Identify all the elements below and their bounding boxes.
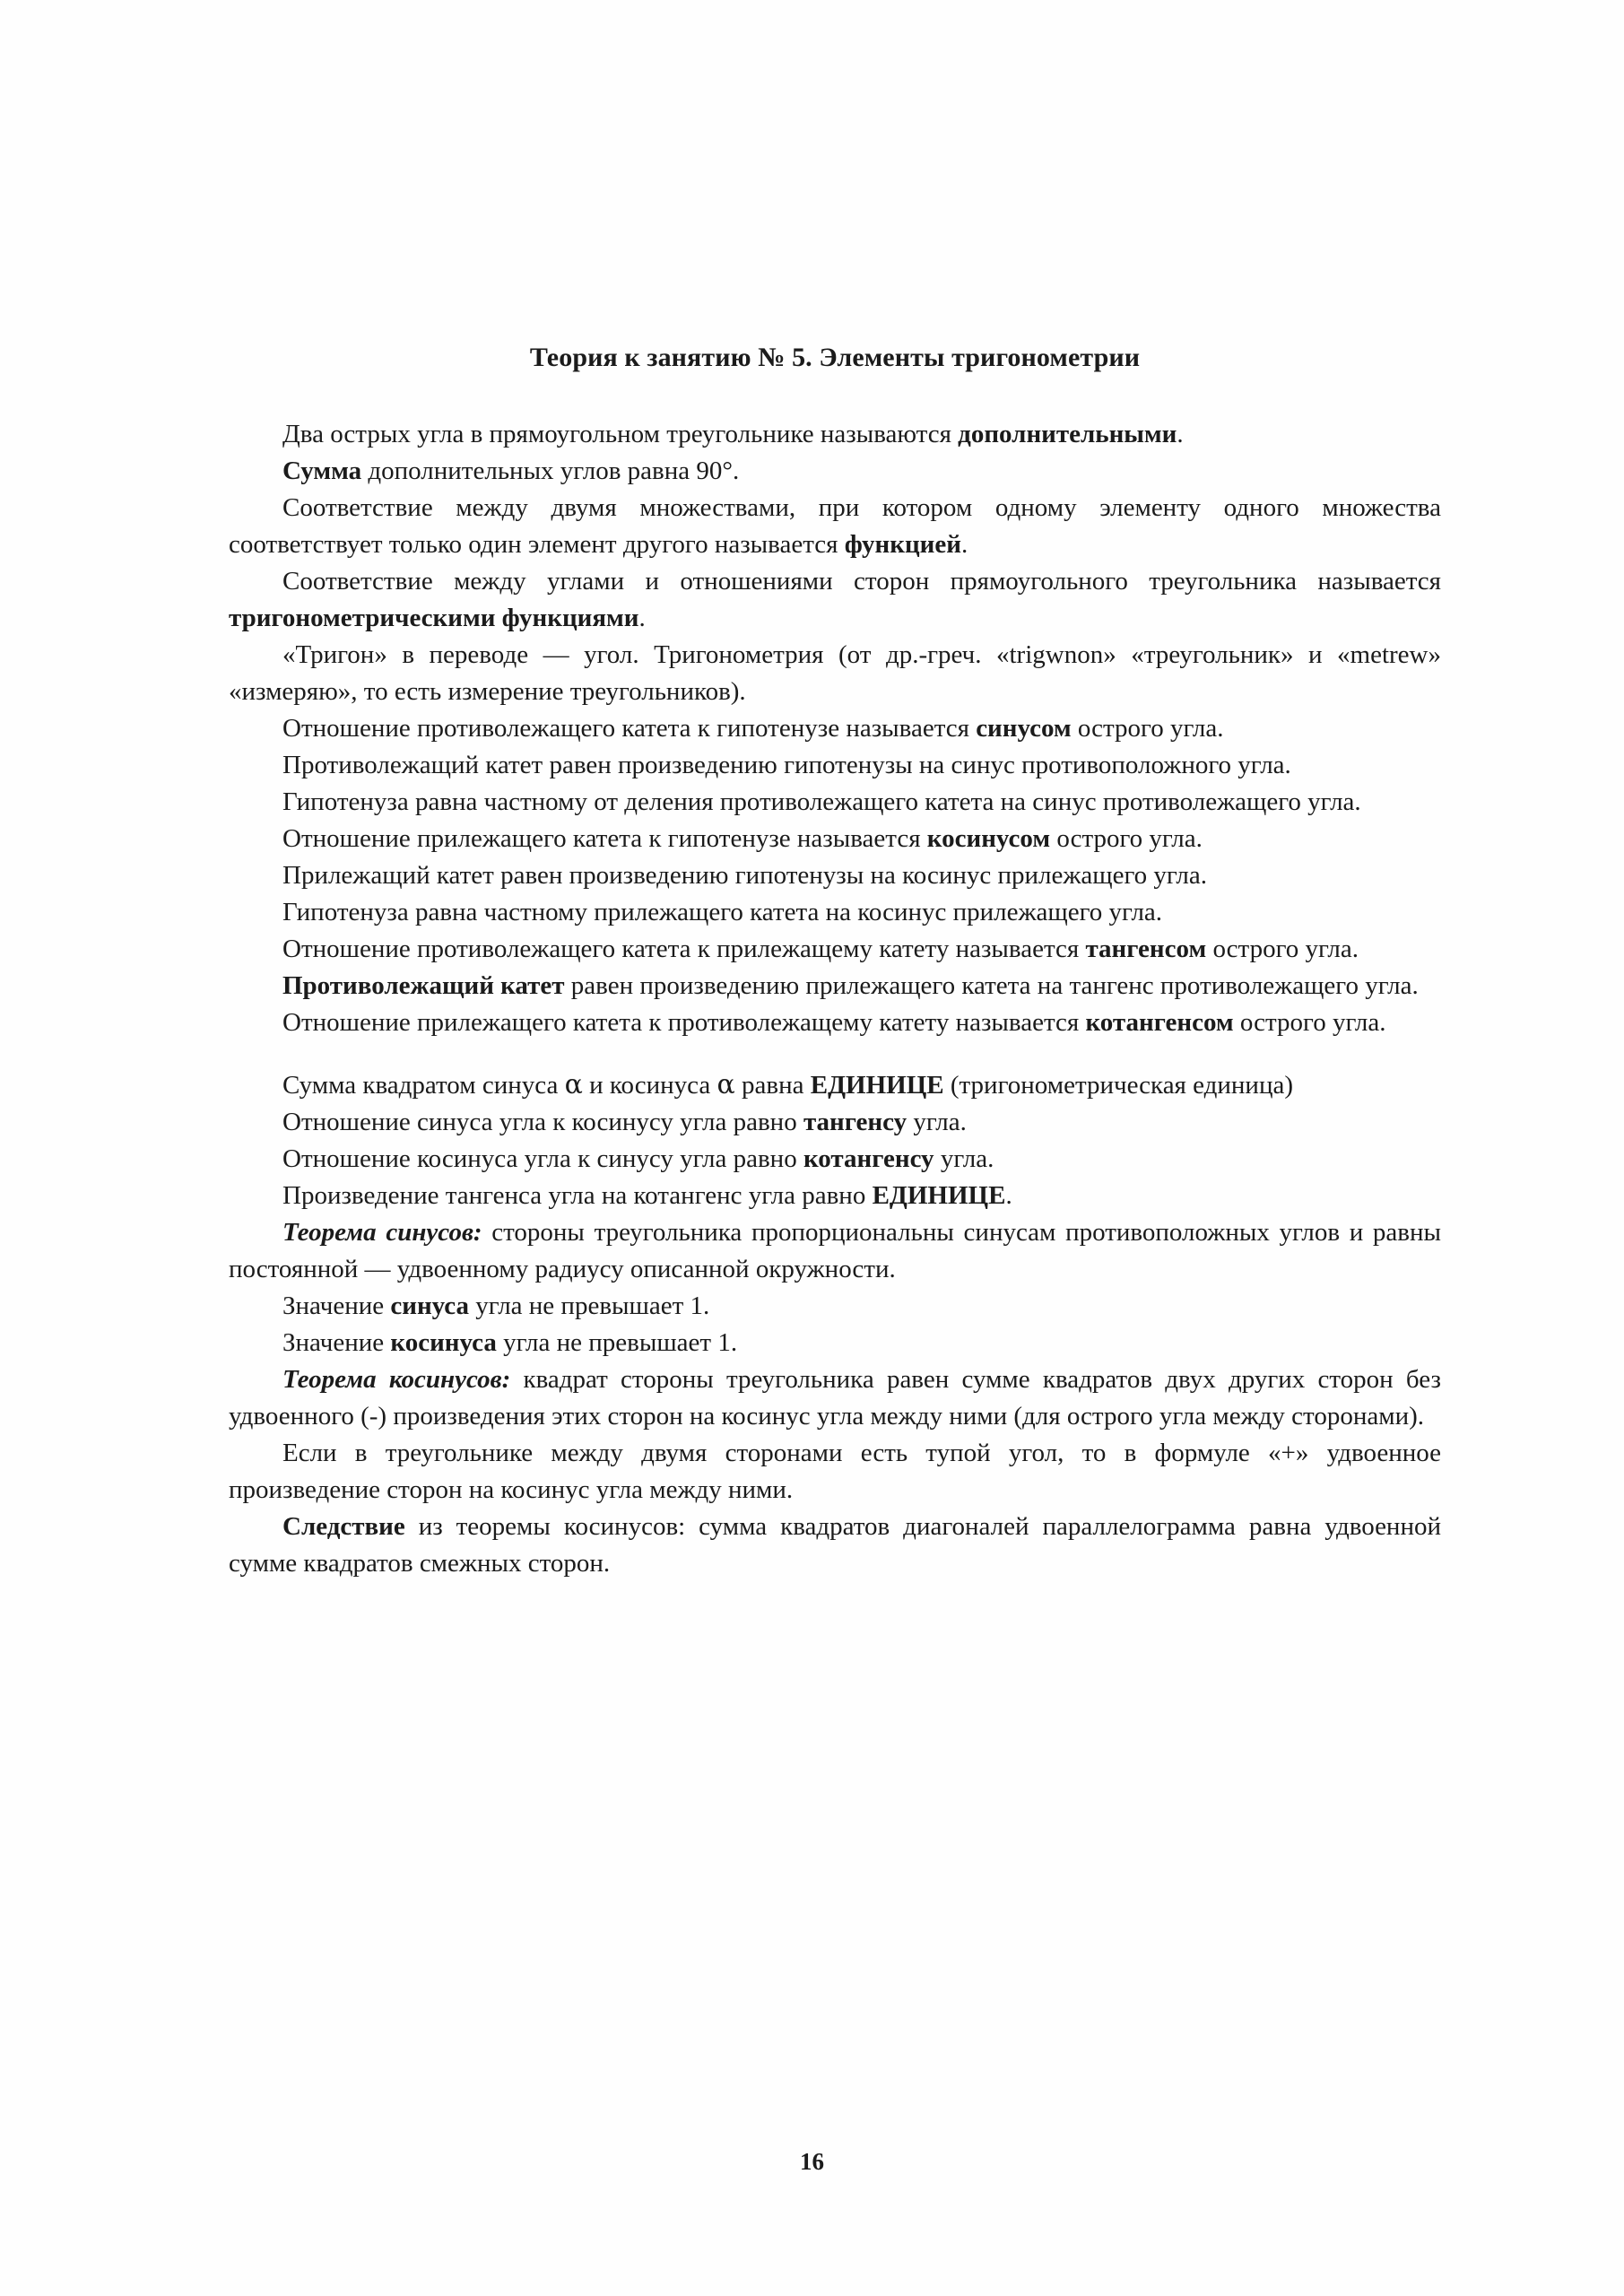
paragraph (229, 490, 1441, 563)
paragraph (229, 637, 1441, 710)
text-run: угла не превышает 1. (469, 1291, 710, 1320)
text-run: Гипотенуза равна частному прилежащего катета на косинус прилежащего угла. (282, 897, 1163, 926)
emphasis-bold-italic: Теорема синусов: (282, 1217, 482, 1247)
paragraph (229, 747, 1441, 784)
text-run: угла. (907, 1107, 967, 1136)
paragraph (229, 1325, 1441, 1361)
emphasis-bold: тригонометрическими функциями (229, 603, 639, 632)
paragraph (229, 821, 1441, 857)
body-text (229, 416, 1441, 1582)
paragraph (229, 1104, 1441, 1141)
emphasis-bold: Сумма (282, 456, 362, 485)
text-run: Значение (282, 1291, 391, 1320)
text-run: Соответствие между двумя множествами, при котором одному элементу одного множества соответствует только один элемент другого называется (229, 492, 1441, 559)
text-run: острого угла. (1233, 1007, 1386, 1037)
text-run: Значение (282, 1327, 391, 1357)
page-title: Теория к занятию № 5. Элементы тригонометрии (529, 343, 1141, 372)
paragraph (229, 1141, 1441, 1178)
text-run: . (638, 603, 646, 632)
text-run: Отношение синуса угла к косинусу угла равно (282, 1107, 803, 1136)
text-run: Гипотенуза равна частному от деления противолежащего катета на синус противолежащего угла. (282, 787, 1361, 816)
text-run: угла. (934, 1144, 994, 1173)
emphasis-bold: котангенсу (803, 1144, 934, 1173)
text-run: квадрат стороны треугольника равен сумме квадратов двух других сторон без удвоенного (-) произведения этих сторон на косинус угла между ними (для острого угла между сторонами). (229, 1364, 1441, 1431)
emphasis-bold: ЕДИНИЦЕ (810, 1070, 944, 1100)
alpha-symbol: α (564, 1068, 583, 1100)
emphasis-bold: косинусом (926, 823, 1051, 853)
text-run: Соответствие между углами и отношениями сторон прямоугольного треугольника называется (282, 566, 1441, 596)
text-run: стороны треугольника пропорциональны синусам противоположных углов и равны постоянной — удвоенному радиусу описанной окружности. (229, 1217, 1441, 1283)
emphasis-bold: ЕДИНИЦЕ (872, 1180, 1006, 1210)
paragraph (229, 453, 1441, 490)
text-run: (тригонометрическая единица) (943, 1070, 1294, 1100)
emphasis-bold: синуса (390, 1291, 470, 1320)
paragraph (229, 1178, 1441, 1214)
emphasis-bold: Противолежащий катет (282, 970, 565, 1000)
paragraph (229, 1361, 1441, 1435)
text-run: из теоремы косинусов: сумма квадратов диагоналей параллелограмма равна удвоенной сумме квадратов смежных сторон. (229, 1511, 1441, 1578)
text-run: Противолежащий катет равен произведению гипотенузы на синус противоположного угла. (282, 750, 1291, 779)
text-run: Сумма квадратом синуса (282, 1070, 565, 1100)
emphasis-bold: синусом (976, 713, 1072, 743)
emphasis-bold: дополнительными (958, 419, 1177, 448)
text-run: Отношение прилежащего катета к гипотенузе называется (282, 823, 927, 853)
emphasis-bold-italic: Теорема косинусов: (282, 1364, 511, 1394)
emphasis-bold: тангенсом (1085, 934, 1207, 963)
text-run: равен произведению прилежащего катета на тангенс противолежащего угла. (564, 970, 1419, 1000)
emphasis-bold: тангенсу (803, 1107, 908, 1136)
emphasis-bold: функцией (844, 529, 961, 559)
emphasis-bold: косинуса (390, 1327, 497, 1357)
text-run: равна (734, 1070, 811, 1100)
text-run: Произведение тангенса угла на котангенс угла равно (282, 1180, 873, 1210)
text-run: Два острых угла в прямоугольном треугольнике называются (282, 419, 959, 448)
emphasis-bold: Следствие (282, 1511, 405, 1541)
text-run: острого угла. (1206, 934, 1359, 963)
text-run: острого угла. (1050, 823, 1203, 853)
text-run: «Тригон» в переводе — угол. Тригонометрия (от др.-греч. «trigwnon» «треугольник» и «metrew» «измеряю», то есть измерение треугольников). (229, 639, 1441, 706)
text-run: Отношение косинуса угла к синусу угла равно (282, 1144, 803, 1173)
text-run: острого угла. (1071, 713, 1224, 743)
text-run: . (960, 529, 968, 559)
paragraph (229, 563, 1441, 637)
paragraph (229, 857, 1441, 894)
text-run: Отношение прилежащего катета к противолежащему катету называется (282, 1007, 1086, 1037)
text-run: Отношение противолежащего катета к прилежащему катету называется (282, 934, 1086, 963)
paragraph (229, 1435, 1441, 1509)
paragraph (229, 931, 1441, 968)
text-run: угла не превышает 1. (496, 1327, 738, 1357)
paragraph (229, 710, 1441, 747)
text-run: Если в треугольнике между двумя сторонами есть тупой угол, то в формуле «+» удвоенное произведение сторон на косинус угла между ними. (229, 1438, 1441, 1504)
text-run: и косинуса (582, 1070, 717, 1100)
text-run: Прилежащий катет равен произведению гипотенузы на косинус прилежащего угла. (282, 860, 1207, 890)
paragraph (229, 784, 1441, 821)
text-run: дополнительных углов равна 90°. (361, 456, 740, 485)
paragraph (229, 1066, 1441, 1104)
paragraph (229, 416, 1441, 453)
paragraph (229, 1004, 1441, 1041)
paragraph (229, 894, 1441, 931)
emphasis-bold: котангенсом (1085, 1007, 1234, 1037)
paragraph (229, 1214, 1441, 1288)
text-run: . (1177, 419, 1184, 448)
text-run: Отношение противолежащего катета к гипотенузе называется (282, 713, 977, 743)
page-content (229, 341, 1441, 1582)
paragraph (229, 1509, 1441, 1582)
paragraph (229, 1288, 1441, 1325)
paragraph (229, 968, 1441, 1004)
text-run: . (1005, 1180, 1012, 1210)
alpha-symbol: α (716, 1068, 735, 1100)
page-number: 16 (800, 2148, 824, 2175)
